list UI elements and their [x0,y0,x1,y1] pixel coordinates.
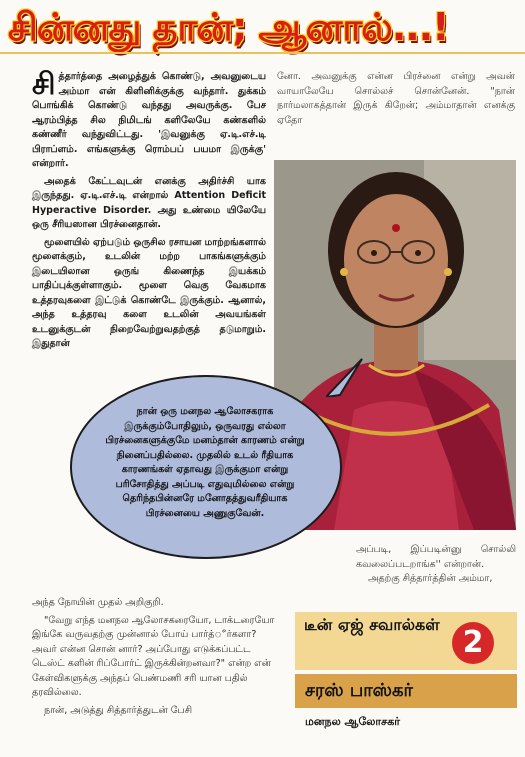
author-role: மனநல ஆலோசகர் [305,715,401,728]
paragraph-text: த்தார்த்தை அழைத்துக் கொண்டு, அவனுடைய அம்மா என் கிளினிக்குக்கு வந்தார். துக்கம் பொங்கிக் கொண்டு வந்தது அவருக்கு. பேச ஆரம்பித்த சில நிமிடங் களிலேயே கண்களில் கண்ணீர் வந்துவிட்டது. 'இவனுக்கு ஏ.டி.எச்.டி பிராப்ளம். எங்களுக்கு ரொம்பப் பயமா இருக்கு' என்றார். [32,71,266,169]
author-name: சரஸ் பாஸ்கர் [305,680,413,701]
intro-paragraph [32,67,266,172]
paragraph: னோ. அவனுக்கு என்ன பிரச்னை என்று அவன் வாயாலேயே சொல்லச் சொன்னேன். "நான் நார்மலாகத்தான் இருக் கிறேன்; அம்மாதான் எனக்கு ஏதோ [277,71,515,126]
bubble-tail [326,357,366,397]
paragraph: அதற்கு சித்தார்த்தின் அம்மா, [368,573,493,584]
series-number-badge: 2 [452,622,494,664]
right-column-top [277,70,515,131]
article-title: சின்னது தான்; ஆனால்...! [8,5,449,49]
dropcap: சி [32,67,56,102]
paragraph: நான், அடுத்து சித்தார்த்துடன் பேசி [44,704,193,716]
left-column [32,67,266,355]
paragraph: அந்த நோயின் முதல் அறிகுறி. [32,597,164,608]
paragraph: மூளையில் ஏற்படும் ஒருசில ரசாயன மாற்றங்களால் மூளைக்கும், உடலின் மற்ற பாகங்களுக்கும் இடையிலான ஒருங் கிணைந்த இயக்கம் பாதிப்புக்குள்ளாகும். மூளை வெகு வேகமாக உத்தரவுகளை இட்டுக் கொண்டே இருக்கும். ஆனால், அந்த உத்தரவு களை உடலின் அவயங்கள் உடனுக்குடன் நிறைவேற்றுவதற்குத் தடுமாறும். இதுதான் [32,236,266,349]
paragraph: அப்படி, இப்படின்னு சொல்லி கவலைப்படறாங்க'' என்றான். [356,544,516,570]
right-column-continuation [356,543,516,587]
title-divider [0,52,525,54]
quote-text: நான் ஒரு மனநல ஆலோசகராக இருக்கும்போதிலும், ஒருவரது எல்லா பிரச்னைகளுக்குமே மனம்தான் காரணம் என்று நினைப்பதில்லை. முதலில் உடல் ரீதியாக காரணங்கள் ஏதாவது இருக்குமா என்று பரிசோதித்து அப்படி எதுவுமில்லை என்று தெரிந்தபின்னரே மனோதத்துவரீதியாக பிரச்னையை அணுகுவேன். [105,406,305,519]
paragraph: "வேறு எந்த மனநல ஆலோசகரையோ, டாக்டரையோ இங்கே வருவதற்கு முன்னால் போய் பார்த்ீர்களா? அவர் என்ன சொன் னார்? அப்போது எடுக்கப்பட்ட டெஸ்ட் களின் ரிப்போர்ட் இருக்கின்றனவா?" என்ற என் கேள்விகளுக்கு அந்தப் பெண்மணி சரி யான பதில் தரவில்லை. [32,614,275,698]
series-label: டீன் ஏஜ் சவால்கள் [304,615,440,634]
paragraph: அதைக் கேட்டவுடன் எனக்கு அதிர்ச்சி யாக இருந்தது. ஏ.டி.எச்.டி என்றால் Attention Deficit Hyperactive Disorder. அது உண்மை யிலேயே ஒரு சீரியஸான பிரச்னைதான். [32,175,266,230]
bottom-left-column [32,596,282,721]
